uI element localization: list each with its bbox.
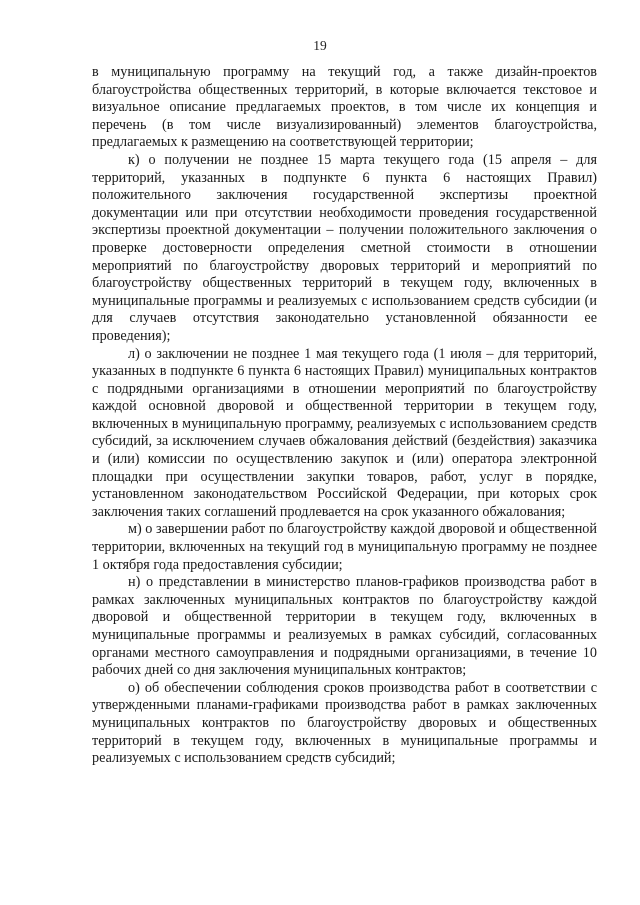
- document-body: [92, 64, 597, 768]
- page-number: 19: [313, 38, 327, 53]
- paragraph-item-o: о) об обеспечении соблюдения сроков производства работ в соответствии с утвержденными планами-графиками производства работ в рамках заключенных муниципальных контрактов по благоустройству дворовых и общественных территорий в текущем году, включенных в муниципальные программы и реализуемых с использованием средств субсидий;: [92, 679, 597, 767]
- paragraph-item-l: л) о заключении не позднее 1 мая текущего года (1 июля – для территорий, указанных в подпункте 6 пункта 6 настоящих Правил) муниципальных контрактов с подрядными организациями в отношении мероприятий по благоустройству каждой основной дворовой и общественной территории в текущем году, включенных в муниципальную программу, реализуемых с использованием средств субсидий, за исключением случаев обжалования действий (бездействия) заказчика и (или) комиссии по осуществлению закупок и (или) оператора электронной площадки при осуществлении закупки товаров, работ, услуг в порядке, установленном законодательством Российской Федерации, при которых срок заключения таких соглашений продлевается на срок указанного обжалования;: [92, 345, 597, 520]
- paragraph-item-m: м) о завершении работ по благоустройству каждой дворовой и общественной территории, включенных на текущий год в муниципальную программу не позднее 1 октября года предоставления субсидии;: [92, 521, 597, 573]
- paragraph-continuation: в муниципальную программу на текущий год, а также дизайн-проектов благоустройства общественных территорий, в которые включается текстовое и визуальное описание предлагаемых проектов, в том числе их концепция и перечень (в том числе визуализированный) элементов благоустройства, предлагаемых к размещению на соответствующей территории;: [92, 64, 597, 151]
- paragraph-item-k: к) о получении не позднее 15 марта текущего года (15 апреля – для территорий, указанных в подпункте 6 пункта 6 настоящих Правил) положительного заключения государственной экспертизы проектной документации или при отсутствии необходимости проведения государственной экспертизы проектной документации – получении положительного заключения о проверке достоверности определения сметной стоимости в отношении мероприятий по благоустройству дворовых территорий и мероприятий по благоустройству общественных территорий в текущем году, включенных в муниципальные программы и реализуемых с использованием средств субсидии (и для случаев отсутствия законодательно установленной обязанности ее проведения);: [92, 151, 597, 344]
- paragraph-item-n: н) о представлении в министерство планов-графиков производства работ в рамках заключенных муниципальных контрактов по благоустройству каждой дворовой и общественной территории в текущем году, включенных в муниципальные программы и реализуемых в рамках субсидий, согласованных органами местного самоуправления и подрядными организациями, в течение 10 рабочих дней со дня заключения муниципальных контрактов;: [92, 574, 597, 679]
